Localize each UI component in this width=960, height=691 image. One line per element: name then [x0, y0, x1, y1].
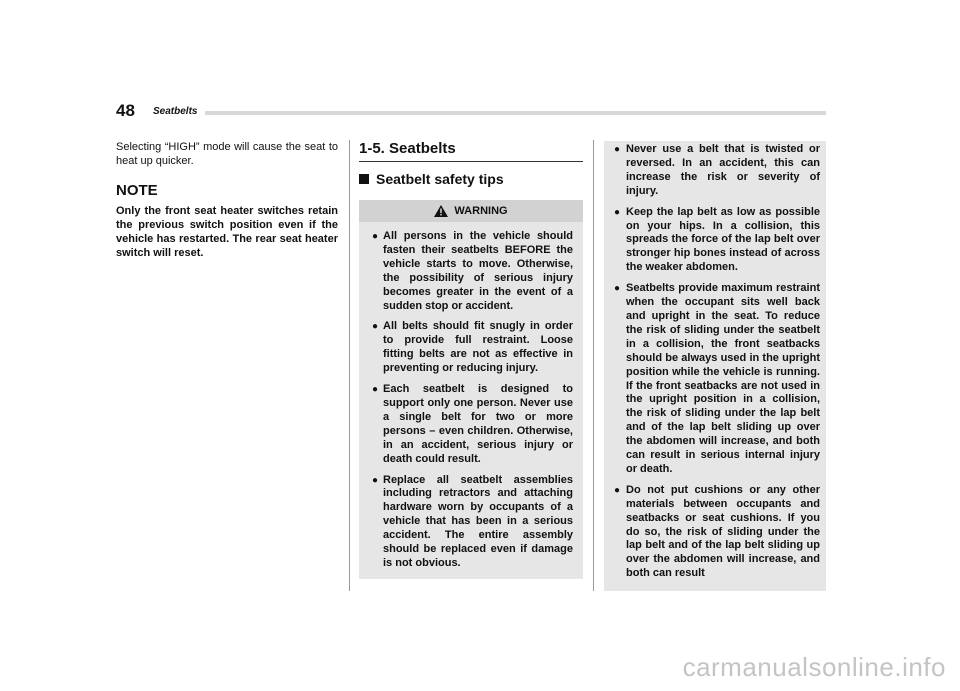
warning-header [359, 200, 583, 222]
list-item-text: All belts should fit snugly in order to provide full restraint. Loose fitting belts are not as effective in preventing or reducing injury. [383, 320, 573, 375]
column-3-warning-continued [604, 141, 826, 591]
warning-list-continued [604, 141, 826, 581]
column-divider [593, 140, 594, 591]
warning-box [359, 200, 583, 579]
subsection-title [359, 170, 583, 188]
list-item-text: Seatbelts provide maximum restraint when the occupant sits well back and upright in the seat. To reduce the risk of sliding under the seatbelt in a collision, the front seatbacks should be always used in the upright position while the vehicle is running. If the front seatbacks are not used in the upright position in a collision, the risk of sliding under the lap belt and of the lap belt sliding up over the abdomen will increase, and both can result in serious internal injury or death. [626, 282, 820, 475]
column-2 [359, 140, 583, 579]
list-item-text: Replace all seatbelt assemblies including retractors and attaching hardware worn by occupants of a vehicle that has been in a serious accident. The entire assembly should be replaced even if damage is not obvious. [383, 473, 573, 569]
bullet-dot: ● [372, 474, 379, 486]
list-item-text: All persons in the vehicle should fasten their seatbelts BEFORE the vehicle starts to move. Otherwise, the possibility of serious injury becomes greater in the event of a sudden stop or accident. [383, 230, 573, 312]
list-item [614, 206, 820, 276]
section-title: 1-5. Seatbelts [359, 140, 583, 162]
note-text: Only the front seat heater switches retain the previous switch position even if the vehicle has restarted. The rear seat heater switch will reset. [116, 205, 338, 259]
list-item-text: Keep the lap belt as low as possible on your hips. In a collision, this spreads the force of the lap belt over stronger hip bones instead of across the weaker abdomen. [626, 205, 820, 274]
bullet-dot: ● [372, 321, 379, 333]
column-1 [116, 140, 338, 260]
bullet-dot: ● [372, 231, 379, 242]
note-heading: NOTE [116, 182, 158, 199]
column-divider [349, 140, 350, 591]
list-item-text: Never use a belt that is twisted or reversed. In an accident, this can increase the risk or severity of injury. [626, 143, 820, 197]
body-paragraph: Selecting “HIGH” mode will cause the seat to heat up quicker. [116, 141, 338, 167]
list-item [372, 383, 573, 466]
list-item [614, 282, 820, 477]
square-bullet-icon [359, 174, 369, 184]
list-item [372, 474, 573, 571]
bullet-dot: ● [614, 484, 621, 496]
list-item-text: Each seatbelt is designed to support only one person. Never use a single belt for two or more persons – even children. Otherwise, in an accident, serious injury or death could result. [383, 383, 573, 465]
bullet-dot: ● [614, 283, 621, 295]
list-item [614, 143, 820, 199]
list-item [372, 320, 573, 376]
subsection-title-text: Seatbelt safety tips [376, 171, 504, 187]
list-item [372, 230, 573, 313]
page-number: 48 [116, 101, 135, 120]
list-item [614, 484, 820, 581]
running-head: Seatbelts [153, 106, 198, 117]
warning-list [359, 222, 583, 571]
bullet-dot: ● [614, 144, 621, 155]
bullet-dot: ● [372, 384, 379, 396]
warning-triangle-icon [434, 205, 448, 217]
warning-label: WARNING [454, 205, 508, 217]
list-item-text: Do not put cushions or any other materials between occupants and seatbacks or seat cushions. If you do so, the risk of sliding under the lap belt and of the lap belt sliding up over the abdomen will increase, and both can result [626, 483, 820, 580]
header-rule [205, 111, 826, 115]
bullet-dot: ● [614, 206, 621, 218]
footer-watermark: carmanualsonline.info [682, 652, 946, 682]
